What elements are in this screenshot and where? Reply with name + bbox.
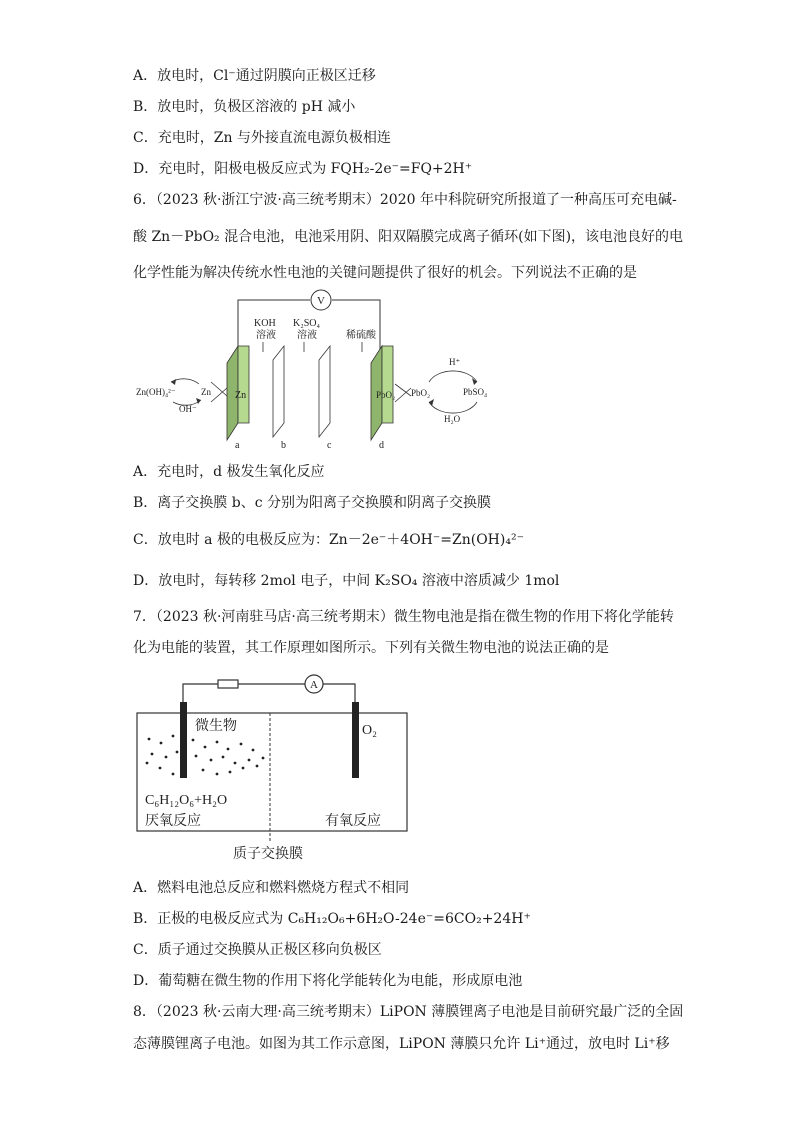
q6-option-d: D．放电时，每转移 2mol 电子，中间 K₂SO₄ 溶液中溶质减少 1mol bbox=[133, 573, 560, 589]
cathode-electrode bbox=[352, 702, 359, 778]
q6-option-a: A．充电时，d 极发生氧化反应 bbox=[133, 464, 325, 480]
pbso4-label: PbSO₄ bbox=[463, 387, 488, 397]
q6-stem-line1: 6．（2023 秋·浙江宁波·高三统考期末）2020 年中科院研究所报道了一种高压可充电碱- bbox=[133, 192, 677, 208]
q7-option-d: D．葡萄糖在微生物的作用下将化学能转化为电能，形成原电池 bbox=[133, 973, 523, 989]
microbe-label: 微生物 bbox=[195, 719, 237, 734]
q6-stem-line2: 酸 Zn－PbO₂ 混合电池，电池采用阴、阳双隔膜完成离子循环(如下图)，该电池良好的电 bbox=[133, 229, 684, 245]
oxygen-label: O₂ bbox=[362, 723, 377, 738]
q5-option-a: A．放电时，Cl⁻通过阴膜向正极区迁移 bbox=[133, 68, 376, 84]
q6-option-b: B．离子交换膜 b、c 分别为阳离子交换膜和阴离子交换膜 bbox=[133, 495, 491, 511]
q6-stem-line3: 化学性能为解决传统水性电池的关键问题提供了很好的机会。下列说法不正确的是 bbox=[133, 265, 637, 281]
k2so4-label-2: 溶液 bbox=[297, 330, 317, 341]
q8-stem-line1: 8．（2023 秋·云南大理·高三统考期末）LiPON 薄膜锂离子电池是目前研究最广泛的全固 bbox=[133, 1004, 684, 1020]
q7-option-c: C．质子通过交换膜从正极区移向负极区 bbox=[133, 942, 382, 958]
oh-label: OH⁻ bbox=[179, 404, 197, 414]
electrode-d-label: PbO₂ bbox=[376, 390, 396, 400]
ammeter-label: A bbox=[310, 679, 318, 691]
koh-label-2: 溶液 bbox=[256, 330, 276, 341]
pbo2-right-label: PbO₂ bbox=[411, 388, 431, 398]
electrode-d bbox=[382, 346, 393, 423]
q7-microbial-cell-figure bbox=[133, 668, 413, 863]
q7-stem-line1: 7．（2023 秋·河南驻马店·高三统考期末）微生物电池是指在微生物的作用下将化学能转 bbox=[133, 609, 674, 625]
koh-label: KOH bbox=[254, 318, 276, 329]
zn-label: Zn bbox=[201, 387, 211, 397]
q6-battery-figure bbox=[133, 288, 503, 458]
q5-option-c: C．充电时，Zn 与外接直流电源负极相连 bbox=[133, 130, 391, 146]
voltmeter-label: V bbox=[317, 295, 325, 307]
membrane-b bbox=[273, 346, 284, 437]
q5-option-b: B．放电时，负极区溶液的 pH 减小 bbox=[133, 99, 356, 115]
label-d: d bbox=[379, 440, 384, 451]
q7-option-b: B．正极的电极反应式为 C₆H₁₂O₆+6H₂O-24e⁻=6CO₂+24H⁺ bbox=[133, 911, 531, 927]
label-b: b bbox=[281, 440, 286, 451]
q7-stem-line2: 化为电能的装置，其工作原理如图所示。下列有关微生物电池的说法正确的是 bbox=[133, 640, 609, 656]
anode-electrode bbox=[180, 702, 187, 778]
electrode-a bbox=[238, 346, 249, 423]
zincate-label: Zn(OH)₄²⁻ bbox=[136, 387, 176, 397]
h-plus-label: H⁺ bbox=[449, 357, 461, 367]
label-c: c bbox=[327, 440, 332, 451]
label-a: a bbox=[235, 440, 240, 451]
anaerobic-label: 厌氧反应 bbox=[145, 814, 201, 829]
resistor-icon bbox=[218, 680, 238, 688]
glucose-label: C₆H₁₂O₆+H₂O bbox=[145, 793, 228, 808]
q7-option-a: A．燃料电池总反应和燃料燃烧方程式不相同 bbox=[133, 880, 410, 896]
aerobic-label: 有氧反应 bbox=[325, 814, 381, 829]
membrane-c bbox=[319, 346, 330, 437]
electrode-a-label: Zn bbox=[235, 390, 247, 401]
h2o-label: H₂O bbox=[444, 414, 461, 424]
membrane-label: 质子交换膜 bbox=[233, 847, 303, 862]
q5-option-d: D．充电时，阳极电极反应式为 FQH₂-2e⁻=FQ+2H⁺ bbox=[133, 161, 473, 177]
acid-label: 稀硫酸 bbox=[346, 330, 376, 341]
k2so4-label: K₂SO₄ bbox=[293, 318, 320, 329]
q6-option-c: C．放电时 a 极的电极反应为：Zn－2e⁻＋4OH⁻=Zn(OH)₄²⁻ bbox=[133, 532, 524, 548]
q8-stem-line2: 态薄膜锂离子电池。如图为其工作示意图，LiPON 薄膜只允许 Li⁺通过，放电时 Li⁺移 bbox=[133, 1036, 670, 1052]
